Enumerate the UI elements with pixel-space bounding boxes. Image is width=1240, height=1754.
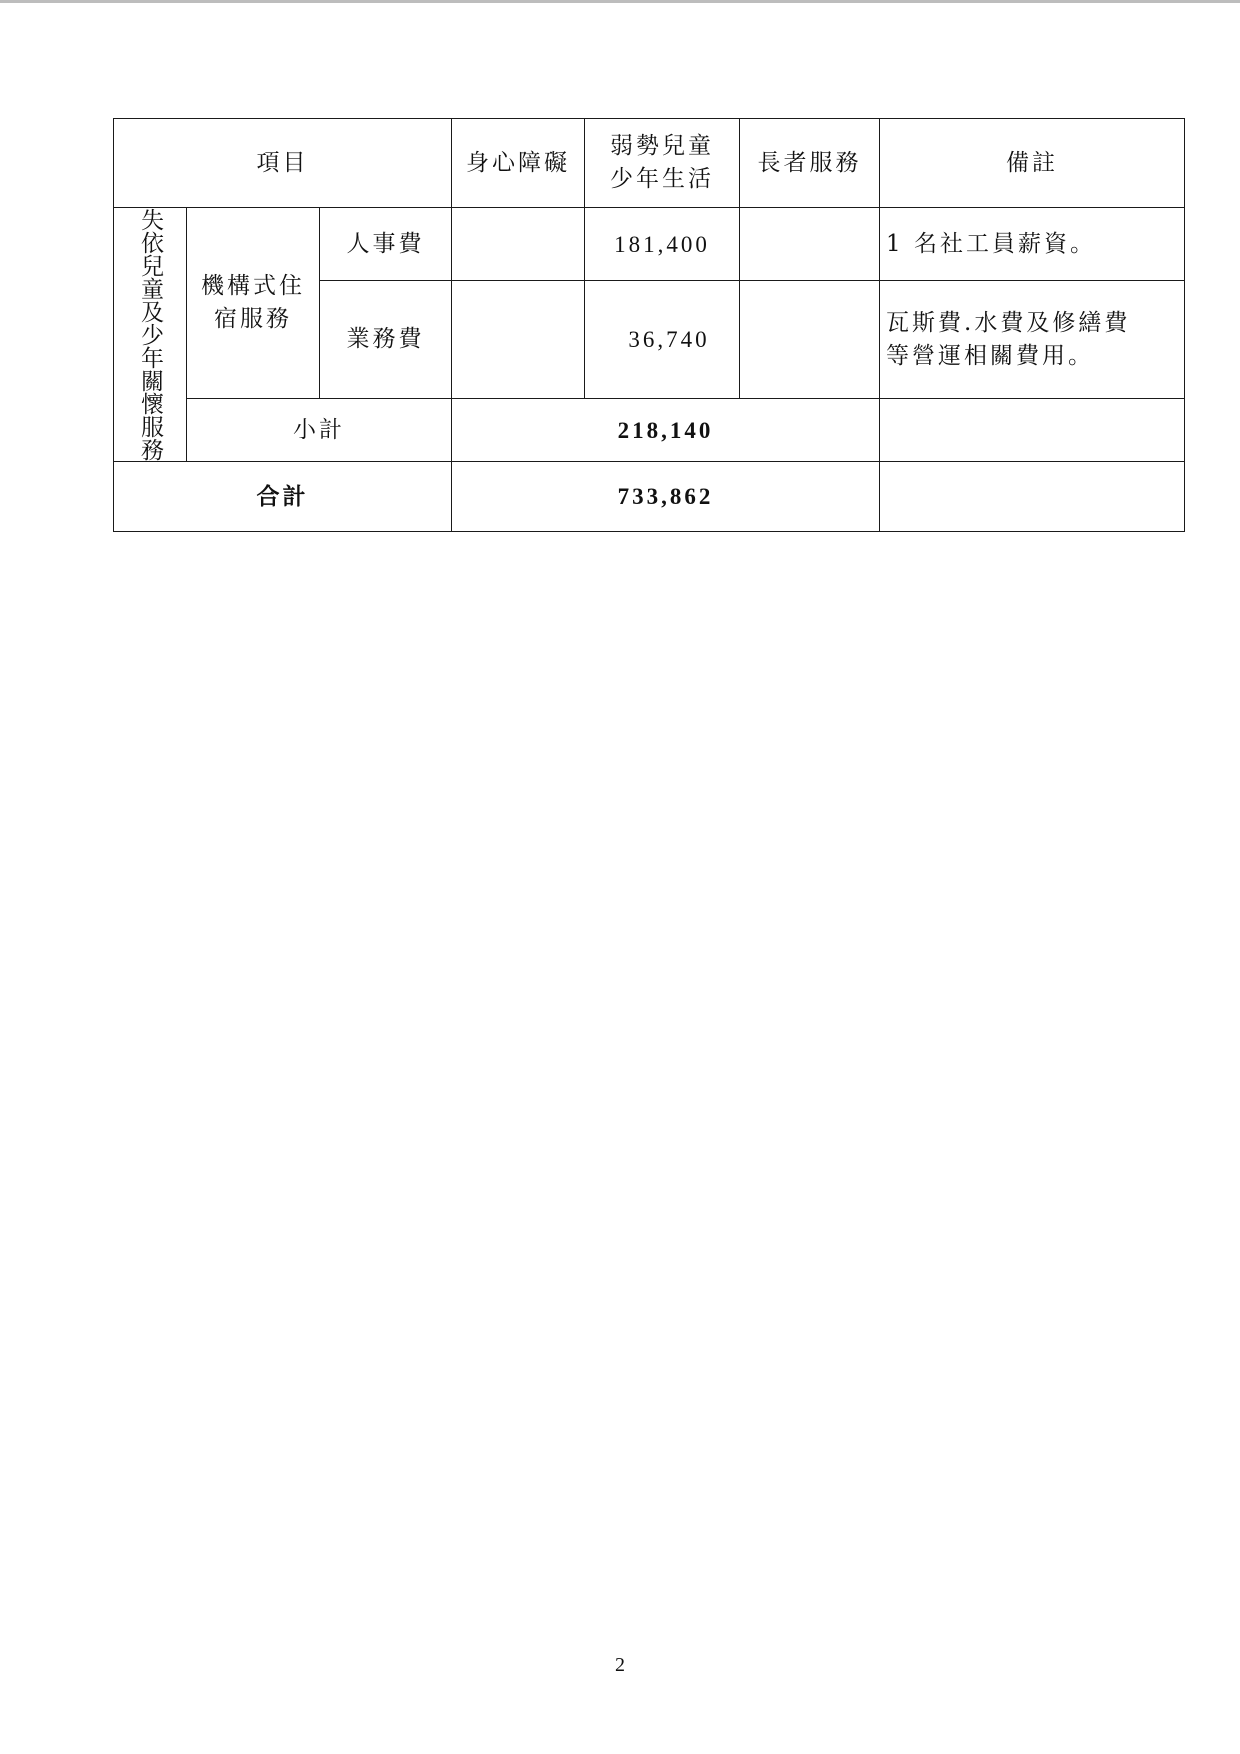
total-remark <box>880 462 1185 532</box>
disability-value-personnel <box>452 208 585 281</box>
header-youth-line2: 少年生活 <box>610 166 715 192</box>
service-line2: 宿服務 <box>214 306 292 333</box>
total-label: 合計 <box>114 462 452 532</box>
youth-value-personnel: 181,400 <box>585 208 740 281</box>
header-youth-line1: 弱勢兒童 <box>610 133 715 159</box>
scan-edge-line <box>0 0 1240 3</box>
table-row-personnel <box>114 208 1185 281</box>
subtotal-label: 小計 <box>187 399 452 462</box>
subtotal-value: 218,140 <box>452 399 880 462</box>
subtotal-row <box>114 399 1185 462</box>
header-item: 項目 <box>114 119 452 208</box>
page-number: 2 <box>615 1654 625 1676</box>
cost-type-operations: 業務費 <box>320 281 452 399</box>
header-youth <box>585 119 740 208</box>
remark-operations <box>880 281 1185 399</box>
remark-operations-line1: 瓦斯費.水費及修繕費 <box>886 309 1131 336</box>
cost-type-personnel: 人事費 <box>320 208 452 281</box>
service-line1: 機構式住 <box>201 273 305 300</box>
service-cell <box>187 208 320 399</box>
elder-value-operations <box>740 281 880 399</box>
header-row <box>114 119 1185 208</box>
disability-value-operations <box>452 281 585 399</box>
total-row <box>114 462 1185 532</box>
budget-table <box>113 118 1185 532</box>
youth-value-operations: 36,740 <box>585 281 740 399</box>
header-elder: 長者服務 <box>740 119 880 208</box>
category-label: 失依兒童及少年關懷服務 <box>137 208 163 461</box>
remark-personnel-line1: 1 名社工員薪資。 <box>886 230 1096 257</box>
header-remark: 備註 <box>880 119 1185 208</box>
remark-personnel <box>880 208 1185 281</box>
total-value: 733,862 <box>452 462 880 532</box>
category-cell <box>114 208 187 462</box>
elder-value-personnel <box>740 208 880 281</box>
remark-operations-line2: 等營運相關費用。 <box>886 342 1095 369</box>
subtotal-remark <box>880 399 1185 462</box>
header-disability: 身心障礙 <box>452 119 585 208</box>
